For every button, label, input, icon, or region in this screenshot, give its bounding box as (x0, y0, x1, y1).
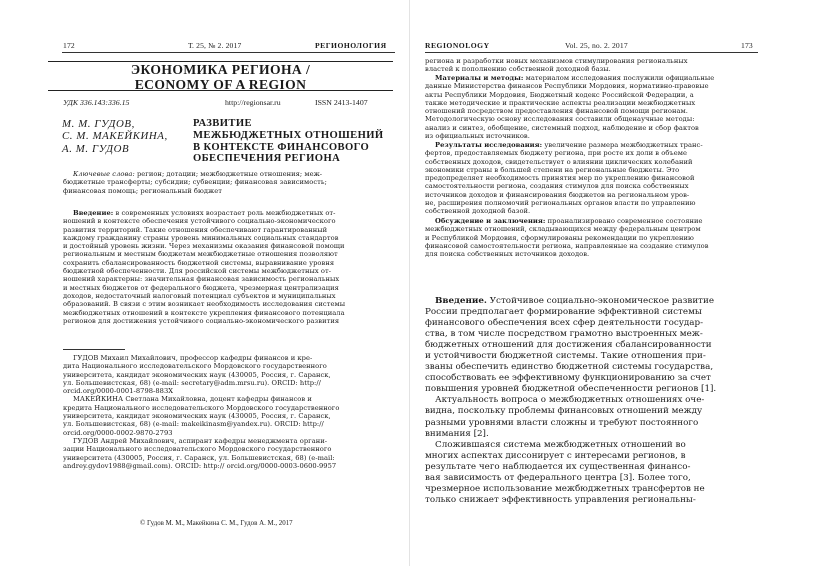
keywords-label: Ключевые слова: (73, 170, 135, 178)
methods-label: Материалы и методы: (435, 74, 524, 82)
discussion-line: для поиска собственных источников доходов. (425, 250, 590, 259)
body-line: чрезмерное использование межбюджетных трансфертов не (425, 483, 705, 494)
abstract-introduction (63, 209, 395, 325)
footnote-line: университета (430005, Россия, г. Саранск, ул. Большевистская, 68) (e-mail: (63, 453, 335, 462)
left-journal-volume: Т. 25, № 2. 2017 (188, 41, 242, 50)
left-journal-name: РЕГИОНОЛОГИЯ (315, 41, 387, 50)
discussion-line: финансовой самостоятельности региона, направленные на создание стимулов (425, 241, 709, 250)
discussion-line: проанализировано современное состояние (545, 217, 703, 225)
introduction-line: сохранить сбалансированность бюджетной системы, выравнивание уровня (63, 258, 335, 267)
footnote-line: ул. Большевистская, 68) (e-mail: secretary@adm.mrsu.ru). ORCID: http:// (63, 378, 321, 387)
results-line: увеличение размера межбюджетных транс- (542, 141, 703, 149)
footnote-line: ул. Большевистская, 68) (e-mail: makeikinasm@yandex.ru). ORCID: http:// (63, 420, 324, 429)
body-line: России предполагает формирование эффективной системы (425, 307, 702, 318)
introduction-line: и местных бюджетов от федерального бюджета, чрезмерная централизация (63, 283, 339, 292)
results-line: фертов, предоставляемых бюджету региона, при росте их доли в объеме (425, 149, 688, 158)
body-line: званы обеспечить единство бюджетной системы государства, (425, 362, 714, 373)
article-title-line: ОБЕСПЕЧЕНИЯ РЕГИОНА (193, 153, 341, 165)
footnote-line: университета, кандидат экономических наук (430005, Россия, г. Саранск, (63, 412, 331, 421)
introduction-line: межбюджетных отношений в контексте укрепления финансового потенциала (63, 308, 345, 317)
methods-line: данные Министерства финансов Республики Мордовия, нормативно-правовые (425, 82, 709, 91)
journal-url[interactable]: http://regionsar.ru (225, 98, 281, 107)
introduction-line: в современных условиях возрастает роль межбюджетных от- (113, 209, 336, 217)
methods-line: Методологическую основу исследования составили общенаучные методы: (425, 115, 695, 124)
discussion-line: и Республикой Мордовия, сформулированы рекомендации по укреплению (425, 233, 694, 242)
body-line: многих аспектах диссонирует с интересами регионов, в (425, 450, 686, 461)
introduction-line: доходов, недостаточный налоговый потенциал субъектов и муниципальных (63, 291, 336, 300)
discussion-label: Обсуждение и заключения: (435, 217, 546, 225)
body-line: Устойчивое социально-экономическое развитие (486, 296, 715, 306)
introduction-line: региональным и местным бюджетам межбюджетные отношения позволяют (63, 250, 338, 259)
methods-line: из официальных источников. (425, 132, 530, 141)
keywords-line: финансовая помощь; региональный бюджет (63, 186, 223, 195)
author-name: А. М. ГУДОВ (62, 142, 130, 155)
footnote-line: ГУДОВ Михаил Михайлович, профессор кафедры финансов и кре- (73, 354, 313, 362)
introduction-line: ношений характерны: значительная финансовая зависимость региональных (63, 275, 340, 284)
results-label: Результаты исследования: (435, 141, 543, 149)
author-name: М. М. ГУДОВ, (62, 118, 135, 130)
introduction-line: и достойный уровень жизни. Через механизмы оказания финансовой помощи (63, 242, 345, 251)
body-line: вая зависимость от федерального центра [3]. Более того, (425, 472, 691, 483)
issn: ISSN 2413-1407 (315, 98, 368, 107)
body-line: финансового обеспечения всех сфер деятельности государ- (425, 318, 704, 329)
left-header-rule (62, 52, 395, 53)
abstract-line: региона и разработки новых механизмов стимулирования региональных (425, 57, 688, 65)
body-line: повышения уровней бюджетной обеспеченности регионов [1]. (425, 384, 717, 395)
section-title-en: ECONOMY OF A REGION (134, 76, 307, 92)
body-line: результате чего наблюдается их существенная финансо- (425, 461, 691, 472)
abstract-discussion (425, 217, 759, 258)
right-journal-volume: Vol. 25, no. 2. 2017 (565, 41, 628, 50)
introduction-line: регионов для достижения устойчивого социально-экономического развития (63, 316, 340, 325)
introduction-line: ношений в контексте обеспечения устойчивого социально-экономического (63, 217, 336, 226)
right-header-rule (425, 52, 758, 53)
results-line: собственной доходной базой. (425, 207, 531, 216)
results-line: самостоятельности региона, создания стимулов для поиска собственных (425, 182, 689, 191)
right-journal-name: REGIONOLOGY (425, 41, 490, 50)
introduction-line: образований. В связи с этим возникает необходимость исследования системы (63, 300, 346, 309)
footnote-line: orcid.org/0000-0002-9870-2793 (63, 428, 173, 437)
results-line: не, расширения полномочий региональных органов власти по управлению (425, 199, 696, 208)
body-line: разными уровнями власти сложны и требуют постоянного (425, 417, 699, 428)
keywords-block (63, 170, 395, 195)
article-title-line: МЕЖБЮДЖЕТНЫХ ОТНОШЕНИЙ (193, 129, 384, 141)
abstract-results (425, 141, 759, 216)
footnote-rule (63, 349, 125, 350)
footnote-line: университета, кандидат экономических наук (430005, Россия, г. Саранск, (63, 370, 331, 379)
body-line: способствовать ее эффективному функционированию за счет (425, 373, 711, 384)
body-line: и устойчивости бюджетной системы. Такие отношения при- (425, 351, 706, 362)
article-title-line: РАЗВИТИЕ (193, 118, 252, 129)
results-line: источников доходов и финансирования бюджетов на региональном уров- (425, 190, 690, 199)
methods-line: отношений посредством предоставления финансовой помощи регионам. (425, 107, 688, 116)
keywords-line: бюджетные трансферты; субсидии; субвенции; финансовая зависимость; (63, 178, 327, 187)
section-title (48, 61, 393, 91)
body-intro-label: Введение. (435, 296, 487, 306)
abstract-line: властей к пополнению собственной доходной базы. (425, 65, 611, 74)
body-line: видна, поскольку проблемы финансовых отношений между (425, 406, 703, 417)
discussion-line: межбюджетных отношений, складывающихся между федеральным центром (425, 225, 701, 234)
body-line: ства, в том числе посредством грамотно выстроенных меж- (425, 329, 703, 340)
footnote-line: ГУДОВ Андрей Михайлович, аспирант кафедры менеджмента органи- (73, 436, 328, 445)
body-text (425, 296, 760, 506)
results-line: предопределяет необходимость принятия мер по укреплению финансовой (425, 174, 695, 183)
article-title (193, 118, 384, 165)
introduction-line: каждому гражданину страны уровень минимальных социальных стандартов (63, 233, 339, 242)
section-title-ru: ЭКОНОМИКА РЕГИОНА / (130, 62, 311, 77)
author-footnotes (63, 354, 395, 470)
footnote-line: andrey.gydov1988@gmail.com). ORCID: http:// orcid.org/0000-0003-0600-9957 (63, 461, 337, 470)
introduction-line: бюджетной обеспеченности. Для российской системы межбюджетных от- (63, 267, 332, 276)
footnote-line: зации Национального исследовательского Мордовского государственного (63, 445, 332, 454)
introduction-line: развития территорий. Такие отношения обеспечивают гарантированный (63, 225, 328, 234)
body-line: только снижает эффективность управления региональны- (425, 494, 696, 505)
author-name: С. М. МАКЕЙКИНА, (62, 130, 168, 143)
copyright: © Гудов М. М., Макейкина С. М., Гудов А. М., 2017 (140, 520, 293, 527)
body-line: внимания [2]. (425, 428, 489, 439)
footnote-line: кредита Национального исследовательского Мордовского государственного (63, 403, 340, 412)
methods-line: акты Республики Мордовия, Бюджетный кодекс Российской Федерации, а (425, 90, 694, 99)
results-line: собственных доходов, свидетельствует о влиянии циклических колебаний (425, 157, 693, 166)
methods-line: материалом исследования послужили официальные (523, 74, 715, 82)
abstract-methods (425, 74, 759, 140)
keywords-line: регион; дотации; межбюджетные отношения; меж- (134, 170, 323, 178)
authors-list (62, 118, 168, 155)
body-line: Сложившаяся система межбюджетных отношений во (435, 439, 686, 450)
left-page-number: 172 (63, 41, 75, 50)
article-title-line: В КОНТЕКСТЕ ФИНАНСОВОГО (193, 141, 370, 153)
body-line: Актуальность вопроса о межбюджетных отношениях оче- (435, 395, 705, 406)
methods-line: анализ и синтез, обобщение, системный подход, наблюдение и сбор фактов (425, 123, 699, 132)
abstract-continued (425, 57, 759, 74)
introduction-label: Введение: (73, 209, 114, 217)
right-page (410, 0, 820, 566)
footnote-line: orcid.org/0000-0001-8798-883X (63, 387, 174, 396)
footnote-line: МАКЕЙКИНА Светлана Михайловна, доцент кафедры финансов и (73, 395, 312, 404)
footnote-line: дита Национального исследовательского Мордовского государственного (63, 362, 327, 371)
results-line: экономики страны в большей степени на региональные бюджеты. Это (425, 165, 680, 174)
methods-line: также методические и практические аспекты реализации межбюджетных (425, 98, 696, 107)
udk-code: УДК 336.143:336.15 (63, 98, 130, 107)
right-page-number: 173 (741, 41, 753, 50)
body-line: бюджетных отношений для достижения сбалансированности (425, 340, 712, 351)
